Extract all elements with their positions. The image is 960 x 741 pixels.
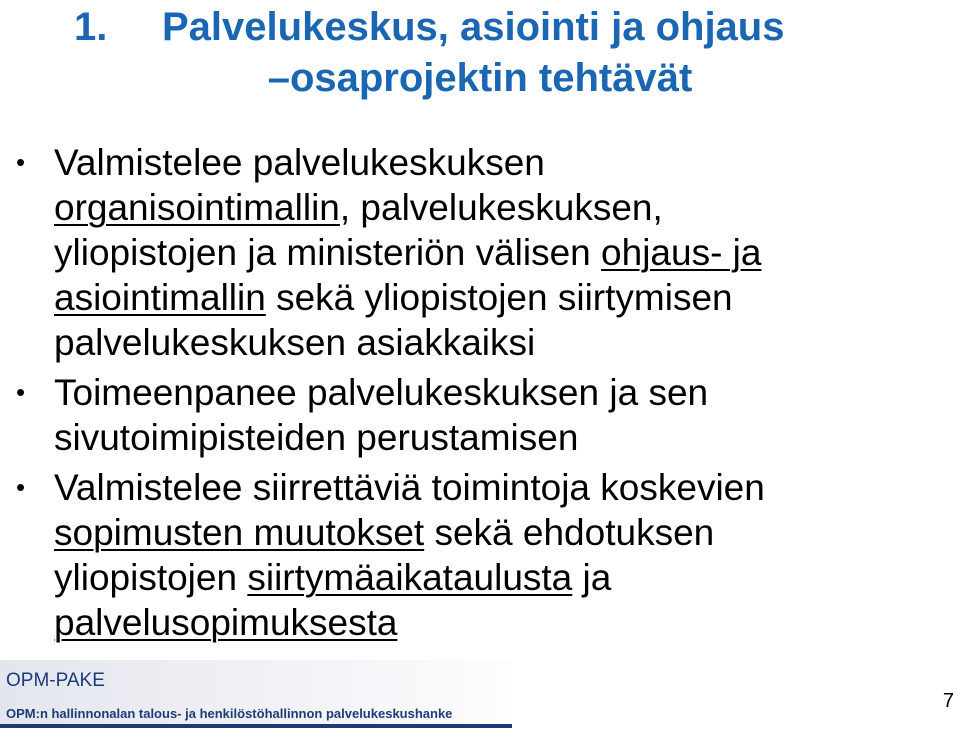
underlined-text: ohjaus- ja	[601, 232, 762, 273]
bullet-text: Valmistelee palvelukeskuksen	[54, 142, 545, 183]
bullet-dot-icon: •	[16, 472, 26, 502]
bullet-line	[54, 510, 960, 555]
bullet-text: Valmistelee siirrettäviä toimintoja koskevien	[54, 467, 765, 508]
bullet-item	[0, 465, 960, 645]
underlined-text: organisointimallin	[54, 187, 340, 228]
bullet-text: Toimeenpanee palvelukeskuksen ja sen	[54, 372, 709, 413]
page-number: 7	[942, 690, 954, 712]
bullet-text: yliopistojen ja ministeriön välisen	[54, 232, 602, 273]
bullet-line	[54, 185, 960, 230]
bullet-text: , palvelukeskuksen,	[339, 187, 663, 228]
bullet-line	[54, 320, 960, 365]
title-text: Palvelukeskus, asiointi ja ohjaus	[162, 5, 785, 49]
bullet-list	[0, 140, 960, 650]
title-line-1	[0, 2, 960, 53]
bullet-dot-icon: •	[16, 147, 26, 177]
bullet-line	[54, 465, 960, 510]
bullet-line	[54, 415, 960, 460]
footer-banner	[0, 660, 512, 728]
bullet-line	[54, 555, 960, 600]
slide-title	[0, 2, 960, 104]
bullet-line	[54, 600, 960, 645]
bullet-line	[54, 140, 960, 185]
bullet-item	[0, 370, 960, 460]
footer-description: OPM:n hallinnonalan talous- ja henkilöstöhallinnon palvelukeskushanke	[6, 706, 453, 721]
bullet-text: palvelukeskuksen asiakkaiksi	[54, 322, 536, 363]
bullet-text: sivutoimipisteiden perustamisen	[54, 417, 579, 458]
bullet-line	[54, 275, 960, 320]
underlined-text: asiointimallin	[54, 277, 266, 318]
bullet-text: sekä yliopistojen siirtymisen	[265, 277, 733, 318]
bullet-dot-icon: •	[16, 377, 26, 407]
bullet-text: sekä ehdotuksen	[424, 512, 715, 553]
bullet-text: ja	[572, 557, 612, 598]
footer-rule	[0, 724, 512, 728]
underlined-text: siirtymäaikataulusta	[247, 557, 573, 598]
bullet-line	[54, 370, 960, 415]
underlined-text: sopimusten muutokset	[54, 512, 425, 553]
bullet-line	[54, 230, 960, 275]
footer-org-name: OPM-PAKE	[6, 670, 105, 691]
bullet-item	[0, 140, 960, 365]
title-number: 1.	[74, 5, 108, 49]
underlined-text: palvelusopimuksesta	[54, 602, 398, 643]
bullet-text: yliopistojen	[54, 557, 248, 598]
title-line-2: –osaprojektin tehtävät	[267, 56, 693, 100]
